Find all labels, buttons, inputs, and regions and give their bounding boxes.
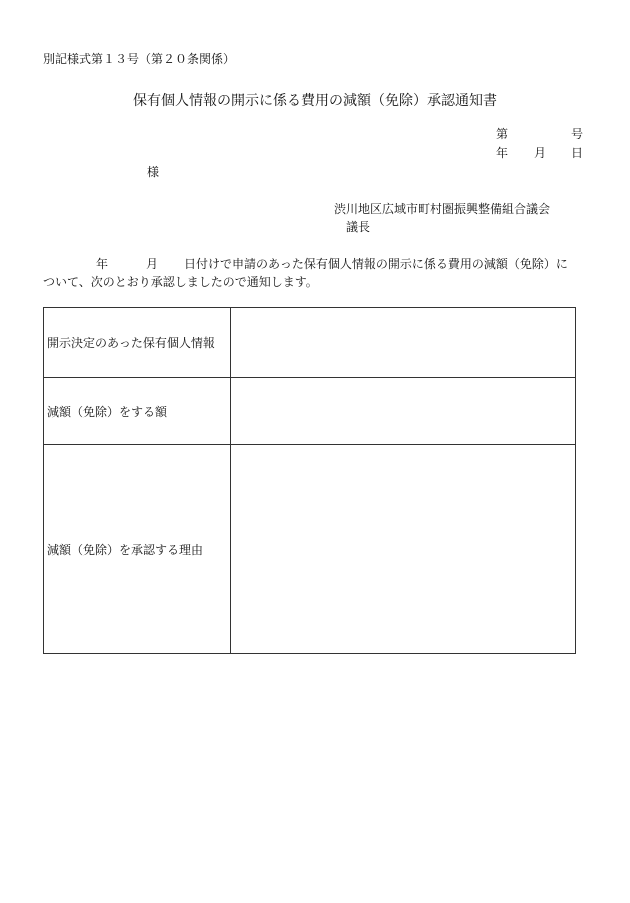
table-row (44, 308, 576, 378)
table-label-reduction-amount: 減額（免除）をする額 (44, 378, 231, 445)
table-value-disclosed-info[interactable] (231, 308, 576, 378)
table-label-approval-reason: 減額（免除）を承認する理由 (44, 445, 231, 654)
recipient-honorific: 様 (147, 165, 160, 179)
body-year-label: 年 (96, 257, 109, 271)
body-month-label: 月 (146, 257, 159, 271)
form-number: 別記様式第１３号（第２０条関係） (43, 52, 236, 66)
table-label-disclosed-info: 開示決定のあった保有個人情報 (44, 308, 231, 378)
approval-details-table (43, 307, 576, 654)
issuer-position: 議長 (346, 220, 371, 234)
document-title: 保有個人情報の開示に係る費用の減額（免除）承認通知書 (133, 93, 497, 109)
table-value-reduction-amount[interactable] (231, 378, 576, 445)
date-month-label: 月 (534, 146, 547, 160)
date-day-label: 日 (571, 146, 584, 160)
body-text-line-2: ついて、次のとおり承認しましたので通知します。 (43, 275, 318, 289)
date-year-label: 年 (496, 146, 509, 160)
body-text-line-1 (96, 255, 568, 272)
table-row (44, 378, 576, 445)
body-text-rest: 日付けで申請のあった保有個人情報の開示に係る費用の減額（免除）に (184, 257, 568, 271)
table-row (44, 445, 576, 654)
doc-number-suffix: 号 (571, 127, 584, 141)
doc-number-prefix: 第 (496, 127, 509, 141)
table-value-approval-reason[interactable] (231, 445, 576, 654)
issuer-organization: 渋川地区広域市町村圏振興整備組合議会 (334, 202, 551, 216)
